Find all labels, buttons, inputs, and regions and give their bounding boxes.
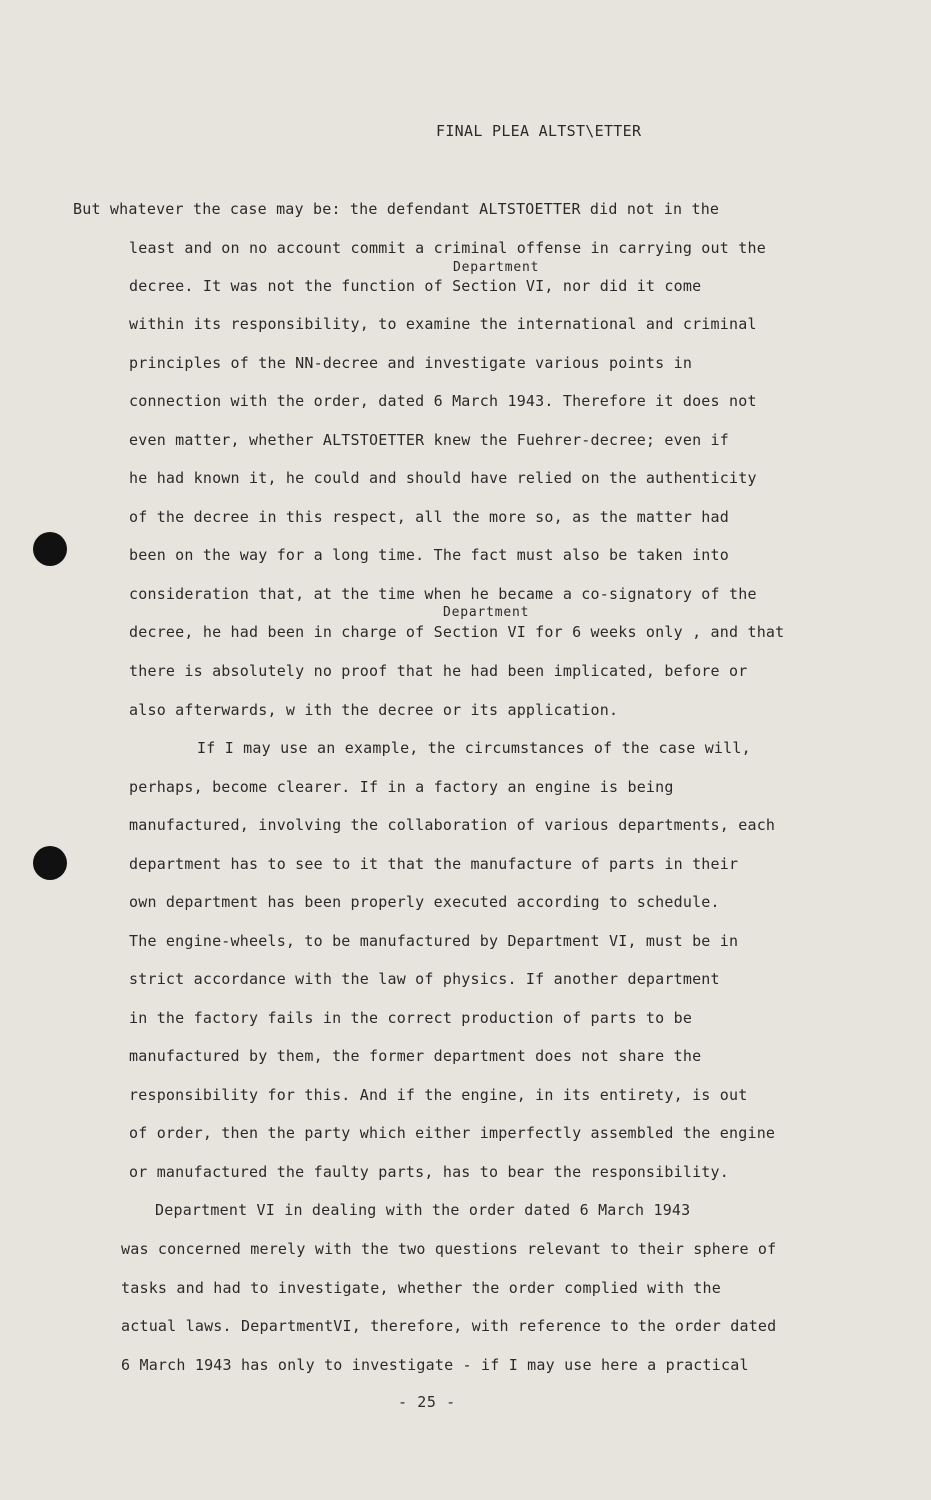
text-line: decree, he had been in charge of Section VI for 6 weeks only , and that bbox=[129, 623, 785, 641]
text-line: Department VI in dealing with the order dated 6 March 1943 bbox=[155, 1201, 691, 1219]
text-line: If I may use an example, the circumstances of the case will, bbox=[197, 739, 751, 757]
text-line: was concerned merely with the two questions relevant to their sphere of bbox=[121, 1240, 777, 1258]
text-line: within its responsibility, to examine the international and criminal bbox=[129, 315, 757, 333]
text-line: consideration that, at the time when he became a co-signatory of the bbox=[129, 585, 757, 603]
text-line: or manufactured the faulty parts, has to bear the responsibility. bbox=[129, 1163, 729, 1181]
punch-hole-top bbox=[33, 532, 67, 566]
text-line: But whatever the case may be: the defendant ALTSTOETTER did not in the bbox=[73, 200, 720, 218]
punch-hole-bottom bbox=[33, 846, 67, 880]
text-line: perhaps, become clearer. If in a factory an engine is being bbox=[129, 778, 674, 796]
text-line: own department has been properly executed according to schedule. bbox=[129, 893, 720, 911]
handwritten-insertion: Department bbox=[443, 605, 530, 620]
text-line: he had known it, he could and should have relied on the authenticity bbox=[129, 469, 757, 487]
text-line: department has to see to it that the manufacture of parts in their bbox=[129, 855, 739, 873]
text-line: least and on no account commit a criminal offense in carrying out the bbox=[129, 239, 766, 257]
text-line: connection with the order, dated 6 March 1943. Therefore it does not bbox=[129, 392, 757, 410]
text-line: even matter, whether ALTSTOETTER knew the Fuehrer-decree; even if bbox=[129, 431, 729, 449]
text-line: 6 March 1943 has only to investigate - if I may use here a practical bbox=[121, 1356, 749, 1374]
text-line: The engine-wheels, to be manufactured by Department VI, must be in bbox=[129, 932, 739, 950]
text-line: decree. It was not the function of Section VI, nor did it come bbox=[129, 277, 702, 295]
handwritten-insertion: Department bbox=[453, 260, 540, 275]
text-line: been on the way for a long time. The fact must also be taken into bbox=[129, 546, 729, 564]
text-line: actual laws. DepartmentVI, therefore, with reference to the order dated bbox=[121, 1317, 777, 1335]
text-line: in the factory fails in the correct production of parts to be bbox=[129, 1009, 693, 1027]
text-line: principles of the NN-decree and investigate various points in bbox=[129, 354, 693, 372]
text-line: there is absolutely no proof that he had been implicated, before or bbox=[129, 662, 748, 680]
text-line: tasks and had to investigate, whether the order complied with the bbox=[121, 1279, 721, 1297]
text-line: strict accordance with the law of physics. If another department bbox=[129, 970, 720, 988]
text-line: of order, then the party which either imperfectly assembled the engine bbox=[129, 1124, 776, 1142]
text-line: responsibility for this. And if the engine, in its entirety, is out bbox=[129, 1086, 748, 1104]
text-line: of the decree in this respect, all the more so, as the matter had bbox=[129, 508, 729, 526]
text-line: manufactured by them, the former department does not share the bbox=[129, 1047, 702, 1065]
page-number: - 25 - bbox=[398, 1393, 456, 1411]
text-line: manufactured, involving the collaboration of various departments, each bbox=[129, 816, 776, 834]
document-title: FINAL PLEA ALTST\ETTER bbox=[436, 122, 642, 140]
text-line: also afterwards, w ith the decree or its application. bbox=[129, 701, 619, 719]
